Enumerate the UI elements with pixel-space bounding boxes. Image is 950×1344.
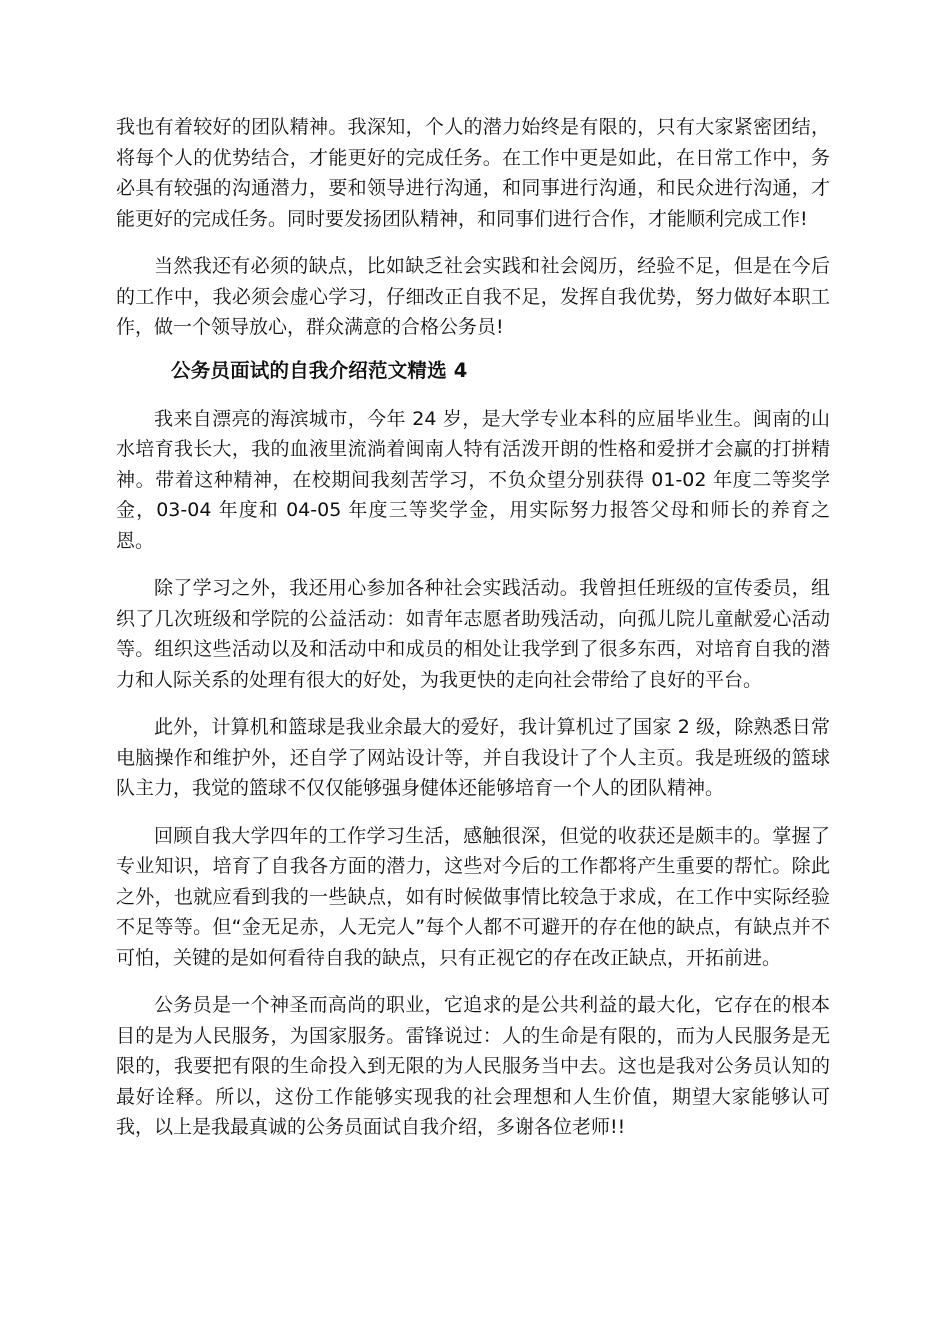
body-paragraph-3: 我来自漂亮的海滨城市，今年 24 岁，是大学专业本科的应届毕业生。闽南的山水培育我长大，我的血液里流淌着闽南人特有活泼开朗的性格和爱拼才会赢的打拼精神。带着这种精神，在校期间我刻苦学习，不负众望分别获得 01-02 年度二等奖学金，03-04 年度和 04-05 年度三等奖学金，用实际努力报答父母和师长的养育之恩。 (116, 407, 830, 552)
body-paragraph-6: 回顾自我大学四年的工作学习生活，感触很深，但觉的收获还是颇丰的。掌握了专业知识，培育了自我各方面的潜力，这些对今后的工作都将产生重要的帮忙。除此之外，也就应看到我的一些缺点，如有时候做事情比较急于求成，在工作中实际经验不足等等。但“金无足赤，人无完人”每个人都不可避开的存在他的缺点，有缺点并不可怕，关键的是如何看待自我的缺点，只有正视它的存在改正缺点，开拓前进。 (116, 824, 830, 969)
body-paragraph-1: 我也有着较好的团队精神。我深知，个人的潜力始终是有限的，只有大家紧密团结，将每个人的优势结合，才能更好的完成任务。在工作中更是如此，在日常工作中，务必具有较强的沟通潜力，要和领导进行沟通，和同事进行沟通，和民众进行沟通，才能更好的完成任务。同时要发扬团队精神，和同事们进行合作，才能顺利完成工作! (116, 116, 830, 230)
body-paragraph-4: 除了学习之外，我还用心参加各种社会实践活动。我曾担任班级的宣传委员，组织了几次班级和学院的公益活动：如青年志愿者助残活动，向孤儿院儿童献爱心活动等。组织这些活动以及和活动中和成员的相处让我学到了很多东西，对培育自我的潜力和人际关系的处理有很大的好处，为我更快的走向社会带给了良好的平台。 (116, 577, 830, 691)
body-paragraph-2: 当然我还有必须的缺点，比如缺乏社会实践和社会阅历，经验不足，但是在今后的工作中，我必须会虚心学习，仔细改正自我不足，发挥自我优势，努力做好本职工作，做一个领导放心，群众满意的合格公务员! (116, 255, 830, 338)
section-heading: 公务员面试的自我介绍范文精选 4 (171, 358, 468, 382)
body-paragraph-7: 公务员是一个神圣而高尚的职业，它追求的是公共利益的最大化，它存在的根本目的是为人民服务，为国家服务。雷锋说过：人的生命是有限的，而为人民服务是无限的，我要把有限的生命投入到无限的为人民服务当中去。这也是我对公务员认知的最好诠释。所以，这份工作能够实现我的社会理想和人生价值，期望大家能够认可我，以上是我最真诚的公务员面试自我介绍，多谢各位老师!! (116, 994, 830, 1138)
body-paragraph-5: 此外，计算机和篮球是我业余最大的爱好，我计算机过了国家 2 级，除熟悉日常电脑操作和维护外，还自学了网站设计等，并自我设计了个人主页。我是班级的篮球队主力，我觉的篮球不仅仅能够强身健体还能够培育一个人的团队精神。 (116, 716, 830, 799)
